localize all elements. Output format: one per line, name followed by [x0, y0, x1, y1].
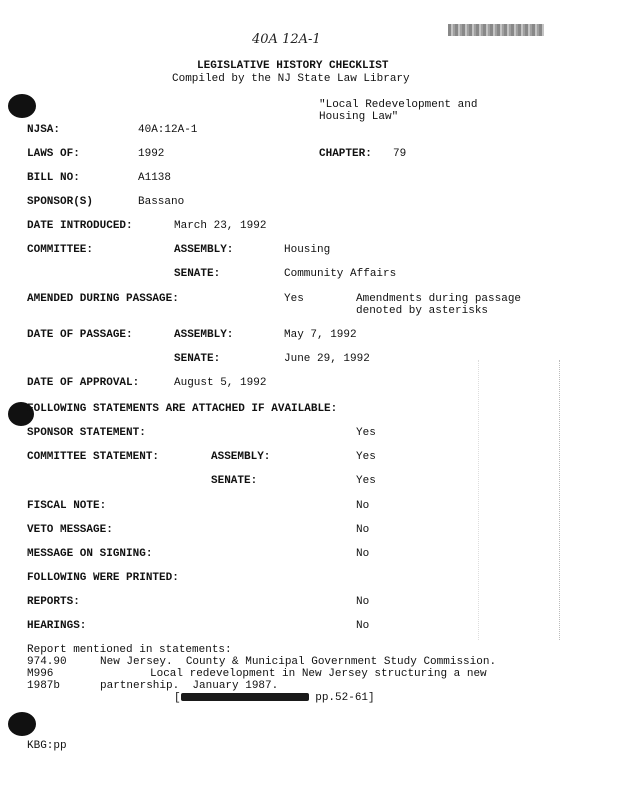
- sponsor-label: SPONSOR(S): [27, 196, 94, 208]
- veto-message-label: VETO MESSAGE:: [27, 524, 113, 536]
- amended-value: Yes: [284, 293, 304, 305]
- message-on-signing-label: MESSAGE ON SIGNING:: [27, 548, 153, 560]
- report-mentioned-heading: Report mentioned in statements:: [27, 644, 232, 656]
- printed-header: FOLLOWING WERE PRINTED:: [27, 572, 179, 584]
- reports-label: REPORTS:: [27, 596, 80, 608]
- committee-statement-assembly-label: ASSEMBLY:: [211, 451, 271, 463]
- committee-statement-assembly-value: Yes: [356, 451, 376, 463]
- bill-no-label: BILL NO:: [27, 172, 80, 184]
- laws-of-value: 1992: [138, 148, 165, 160]
- date-of-passage-label: DATE OF PASSAGE:: [27, 329, 133, 341]
- report-line-3: partnership. January 1987.: [100, 680, 279, 692]
- bill-title-line1: "Local Redevelopment and: [319, 99, 478, 111]
- committee-assembly-label: ASSEMBLY:: [174, 244, 234, 256]
- report-pages: pp.52-61]: [315, 692, 375, 704]
- bill-title-line2: Housing Law": [319, 111, 399, 123]
- amended-note-line2: denoted by asterisks: [356, 305, 489, 317]
- njsa-label: NJSA:: [27, 124, 61, 136]
- call-number-2: M996: [27, 668, 54, 680]
- committee-statement-label: COMMITTEE STATEMENT:: [27, 451, 160, 463]
- hole-punch-mark: [8, 94, 36, 118]
- committee-senate-label: SENATE:: [174, 268, 221, 280]
- passage-senate-value: June 29, 1992: [284, 353, 370, 365]
- scan-stamp-artifact: [448, 24, 544, 36]
- committee-statement-senate-label: SENATE:: [211, 475, 258, 487]
- document-subtitle: Compiled by the NJ State Law Library: [172, 73, 410, 85]
- open-bracket: [: [174, 692, 181, 704]
- typist-initials: KBG:pp: [27, 740, 67, 752]
- fiscal-note-label: FISCAL NOTE:: [27, 500, 107, 512]
- call-number-1: 974.90: [27, 656, 67, 668]
- date-introduced-value: March 23, 1992: [174, 220, 267, 232]
- redaction-mark: [181, 693, 309, 701]
- amended-label: AMENDED DURING PASSAGE:: [27, 293, 179, 305]
- statements-header: FOLLOWING STATEMENTS ARE ATTACHED IF AVAILABLE:: [27, 403, 338, 415]
- committee-senate-value: Community Affairs: [284, 268, 397, 280]
- passage-assembly-label: ASSEMBLY:: [174, 329, 234, 341]
- committee-assembly-value: Housing: [284, 244, 331, 256]
- veto-message-value: No: [356, 524, 370, 536]
- fiscal-note-value: No: [356, 500, 370, 512]
- passage-senate-label: SENATE:: [174, 353, 221, 365]
- message-on-signing-value: No: [356, 548, 370, 560]
- bill-no-value: A1138: [138, 172, 172, 184]
- sponsor-statement-value: Yes: [356, 427, 376, 439]
- committee-label: COMMITTEE:: [27, 244, 94, 256]
- reports-value: No: [356, 596, 370, 608]
- laws-of-label: LAWS OF:: [27, 148, 80, 160]
- report-line-1: New Jersey. County & Municipal Government Study Commission.: [100, 656, 497, 668]
- report-pages-line: [174, 692, 375, 704]
- chapter-value: 79: [393, 148, 407, 160]
- report-line-2: Local redevelopment in New Jersey structuring a new: [150, 668, 487, 680]
- handwritten-reference: 40A 12A-1: [252, 32, 321, 47]
- sponsor-statement-label: SPONSOR STATEMENT:: [27, 427, 146, 439]
- date-introduced-label: DATE INTRODUCED:: [27, 220, 133, 232]
- date-of-approval-label: DATE OF APPROVAL:: [27, 377, 140, 389]
- scan-noise-artifact: [478, 360, 560, 640]
- hearings-label: HEARINGS:: [27, 620, 87, 632]
- njsa-value: 40A:12A-1: [138, 124, 198, 136]
- call-number-3: 1987b: [27, 680, 61, 692]
- date-of-approval-value: August 5, 1992: [174, 377, 267, 389]
- chapter-label: CHAPTER:: [319, 148, 372, 160]
- amended-note-line1: Amendments during passage: [356, 293, 522, 305]
- sponsor-value: Bassano: [138, 196, 185, 208]
- hearings-value: No: [356, 620, 370, 632]
- passage-assembly-value: May 7, 1992: [284, 329, 357, 341]
- document-title: LEGISLATIVE HISTORY CHECKLIST: [197, 60, 389, 72]
- hole-punch-mark: [8, 712, 36, 736]
- committee-statement-senate-value: Yes: [356, 475, 376, 487]
